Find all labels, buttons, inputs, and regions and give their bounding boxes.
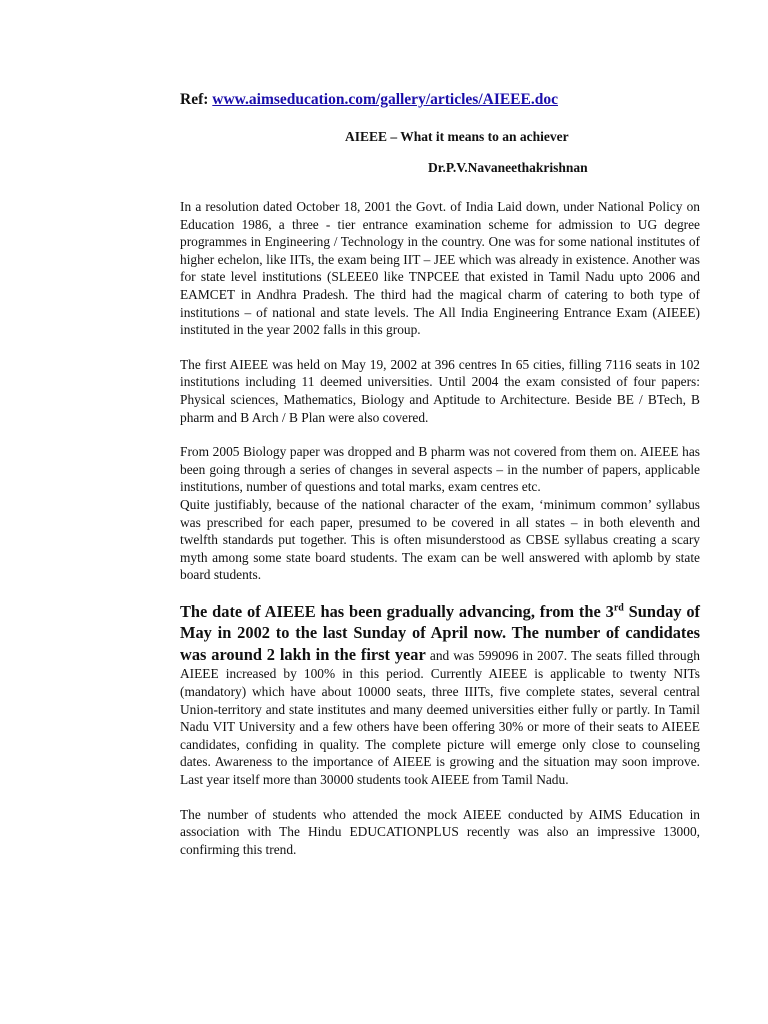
paragraph-mock-exam: The number of students who attended the mock AIEEE conducted by AIMS Education in association with The Hindu EDUCATIONPLUS recently was also an impressive 13000, confirming this trend. [180, 806, 700, 857]
ordinal-suffix: rd [613, 602, 624, 614]
paragraph-history: In a resolution dated October 18, 2001 the Govt. of India Laid down, under National Policy on Education 1986, a three - tier entrance examination scheme for admission to UG degree programmes in Engineering / Technology in the country. One was for some national institutes of higher echelon, like IITs, the exam being IIT – JEE which was already in existence. Another was for state level institutions (SLEEE0 like TNPCEE that existed in Tamil Nadu upto 2006 and EAMCET in Andhra Pradesh. The third had the magical charm of catering to both type of institutions – of national and state levels. The All India Engineering Entrance Exam (AIEEE) instituted in the year 2002 falls in this group. [180, 199, 700, 338]
reference-link[interactable]: www.aimseducation.com/gallery/articles/AIEEE.doc [212, 91, 558, 108]
paragraph-syllabus: Quite justifiably, because of the national character of the exam, ‘minimum common’ syllabus was prescribed for each paper, presumed to be covered in all states – in both eleventh and twelfth standards put together. This is often misunderstood as CBSE syllabus creating a scary myth among some state board students. The exam can be well answered with aplomb by state board students. [180, 496, 700, 583]
highlight-text-a: The date of AIEEE has been gradually advancing, from the 3 [180, 601, 614, 621]
reference-label: Ref: [180, 91, 209, 108]
article-title: AIEEE – What it means to an achiever [345, 129, 569, 144]
highlight-text-b: Sunday of May in 2002 to the last Sunday of April now. The number of candidates was around 2 lakh in the first year [180, 601, 701, 664]
document-body [180, 90, 700, 858]
article-author: Dr.P.V.Navaneethakrishnan [428, 160, 588, 175]
reference-line [180, 90, 700, 110]
paragraph-first-aieee: The first AIEEE was held on May 19, 2002 at 396 centres In 65 cities, filling 7116 seats in 102 institutions including 11 deemed universities. Until 2004 the exam consisted of four papers: Physical sciences, Mathematics, Biology and Aptitude to Architecture. Beside BE / BTech, B pharm and B Arch / B Plan were also covered. [180, 356, 700, 425]
paragraph-changes: From 2005 Biology paper was dropped and B pharm was not covered from them on. AIEEE has been going through a series of changes in several aspects – in the number of papers, applicable institutions, number of questions and total marks, exam centres etc. [180, 444, 700, 495]
paragraph-advancing-rest: and was 599096 in 2007. The seats filled through AIEEE increased by 100% in this period. Currently AIEEE is applicable to twenty NITs (mandatory) which have about 10000 seats, three IIITs, five complete states, several central Union-territory and state institutes and many deemed universities either fully or partly. In Tamil Nadu VIT University and a few others have been offering 30% or more of their seats to AIEEE candidates, confiding in quality. The complete picture will emerge only close to counseling dates. Awareness to the importance of AIEEE is growing and the situation may soon improve. Last year itself more than 30000 students took AIEEE from Tamil Nadu. [180, 647, 700, 787]
paragraph-advancing-dates [180, 601, 700, 789]
